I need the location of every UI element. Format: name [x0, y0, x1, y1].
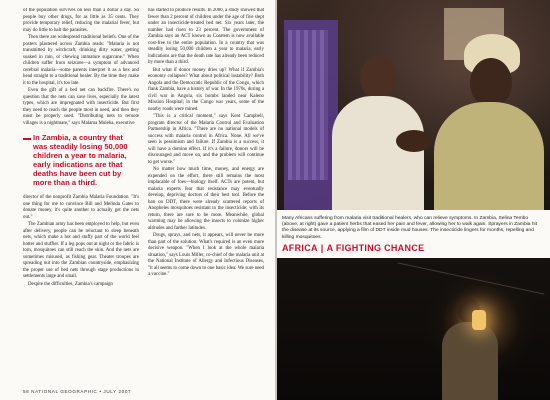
paragraph: Despite the difficulties, Zambia's campaign: [28, 281, 113, 287]
right-page: [276, 0, 550, 400]
pull-quote-text: In Zambia, a country that was steadily losing 50,000 children a year to malaria, early indications are that deaths have been cut by more than a third.: [33, 133, 128, 187]
paragraph: Then there are widespread traditional beliefs. One of the posters plastered across Zambia reads: "Malaria is not transmitted by witchcraft, drinking dirty water, getting soaked in rain, or chewing immature sugarcane." When children suffer from seizures—a symptom of advanced cerebral malaria—some parents interpret it as a hex and head straight to a traditional healer. By the time they make it to the hospital, it's too late.: [23, 35, 139, 86]
photo-curtain: [288, 30, 328, 180]
man-head: [360, 56, 396, 100]
paragraph: of the population survives on less than a dollar a day. So people buy other drugs, for as little as 35 cents. They provide temporary relief, reducing the malarial fever, but may do little to halt the parasites.: [23, 8, 139, 33]
paragraph: has started to produce results. In 2000, a study showed that fewer than 2 percent of children under the age of five slept under an insecticide-treated bed net. Six years later, the number had risen to 23 percent. The government of Zambia says an ACT known as Coartem is now available cost-free to the entire population. In a country that was steadily losing 50,000 children a year to malaria, early indications are that the death rate has already been reduced by more than a third.: [148, 8, 264, 65]
healer-body: [434, 102, 544, 210]
section-title: A FIGHTING CHANCE: [326, 243, 425, 253]
sprayer-body: [442, 322, 498, 400]
paragraph: But what if donor money dries up? What if Zambia's economy collapses? What about political instability? Both Angola and the Democratic Republic of the Congo, which flank Zambia, have a history of war. In the 1970s, during a civil war in Angola, six bombs landed near Kaleno Mission Hospital; in the Congo war years, some of the nearby roads were mined.: [148, 67, 264, 112]
paragraph: The Zambian army has been employed to help, but even after delivery, people can be reluctant to sleep beneath nets, which make a hot and stuffy part of the world feel hotter and stuffier. If a leg pops out at night or the fabric is torn, mosquitoes can still reach the skin. And the nets are sometimes misused, as fishing gear. Theater troupes are spreading out into the Zambian countryside, emphasizing the proper use of bed nets through stage productions in settlements large and small.: [23, 222, 139, 279]
pull-quote: [33, 133, 139, 187]
sprayer-photo: [276, 258, 550, 400]
photo-hand: [396, 130, 432, 152]
paragraph: "This is a critical moment," says Kent Campbell, program director of the Malaria Control and Evaluation Partnership in Africa. "There are no national models of success with malaria control in Africa. None. All we've seen is pessimism and failure. If Zambia is a success, it will have a domino effect. If it's a failure, donors will be discouraged and move on, and the problem will continue to get worse.": [148, 114, 264, 165]
paragraph: Even the gift of a bed net can backfire. There's no question that the nets can save lives, especially the latest types, which are impregnated with insecticide. But first they need to reach the people most in need, and then they must be properly used. "Distributing nets to remote villages is a nightmare," says Malama Muleba, executive: [23, 88, 139, 126]
article-columns: [23, 8, 264, 378]
healer-head: [470, 58, 512, 108]
pull-quote-rule: [23, 138, 31, 140]
photo-sprayer: [436, 298, 506, 400]
paragraph: director of the nonprofit Zambia Malaria Foundation. "It's one thing for me to convince Bill and Melinda Gates to donate money, it's quite another to actually get the nets out.": [23, 195, 139, 220]
section-heading: [282, 243, 424, 253]
page-gutter: [275, 0, 277, 400]
column-1: [23, 8, 139, 378]
lantern: [472, 310, 486, 330]
column-2: [148, 8, 264, 378]
section-label: AFRICA: [282, 243, 318, 253]
man-body: [332, 96, 424, 210]
photo-healer: [434, 34, 544, 210]
photo-caption: Many Africans suffering from malaria visit traditional healers, who can relieve symptoms. In Zambia, Selina Tembo (above, at right) gave a patient herbs that eased her pain and fever, allowing her to walk again. Sprayers in Zambia hit the disease at its source, applying a film of DDT inside mud houses. The insecticide lingers for months, repelling and killing mosquitoes.: [282, 216, 538, 240]
healer-photo: [276, 0, 550, 210]
paragraph: Drugs, sprays, and nets, it appears, will never be more than part of the solution. What's required is an even more decisive weapon. "When I look at the whole malaria situation," says Louis Miller, co-chief of the malaria unit at the National Institute of Allergy and Infectious Diseases, "it all seems to come down to one basic idea: We sure need a vaccine.": [148, 233, 264, 277]
paragraph: No matter how much time, money, and energy are expended on the effort, there still remains the most implacable of foes—biology itself. ACTs are potent, but malaria experts fear that resistance may eventually develop, depriving doctors of their best tool. Before the ban on DDT, there were already scattered reports of Anopheles mosquitoes resistant to the insecticide; with its return, there are sure to be more. Meanwhile, global warming may be allowing the insects to colonize higher altitudes and farther latitudes.: [148, 167, 264, 231]
section-separator: |: [320, 243, 324, 253]
page-folio: 58 NATIONAL GEOGRAPHIC • JULY 2007: [23, 389, 132, 394]
